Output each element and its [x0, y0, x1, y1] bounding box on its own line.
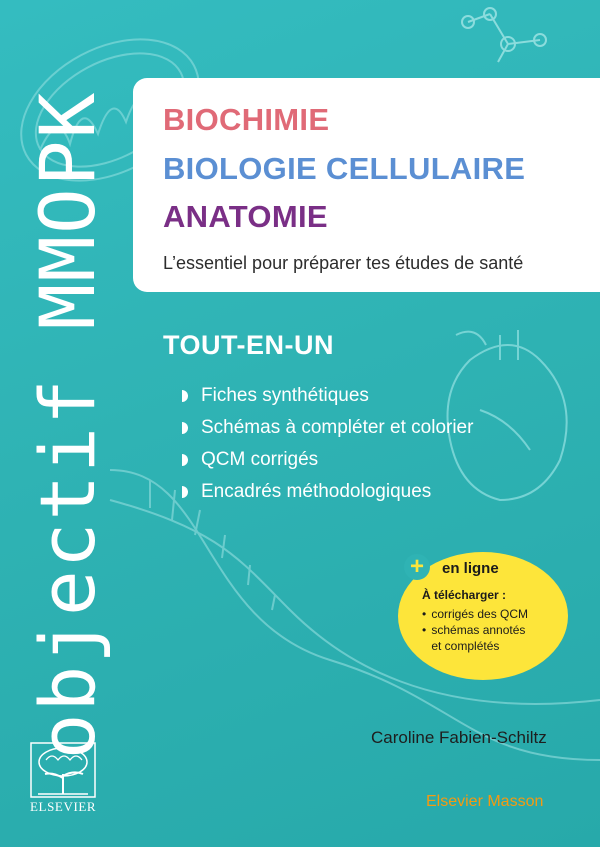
half-circle-bullet-icon [180, 453, 191, 467]
download-item [422, 638, 528, 654]
feature-list [180, 380, 473, 508]
feature-label: Encadrés méthodologiques [201, 481, 432, 502]
download-title: À télécharger : [422, 588, 507, 602]
title-biochimie: BIOCHIMIE [163, 102, 330, 137]
feature-label: Fiches synthétiques [201, 385, 369, 406]
title-biologie-cellulaire: BIOLOGIE CELLULAIRE [163, 151, 526, 186]
feature-item [180, 412, 473, 444]
half-circle-bullet-icon [180, 485, 191, 499]
title-panel [133, 78, 600, 292]
feature-item [180, 380, 473, 412]
feature-item [180, 476, 473, 508]
download-item: • schémas annotés [422, 623, 526, 637]
author-name: Caroline Fabien-Schiltz [371, 728, 547, 747]
plus-icon: + [404, 554, 430, 580]
download-item-label: schémas annotés [431, 623, 526, 637]
subtitle: L’essentiel pour préparer tes études de santé [163, 253, 524, 273]
online-badge [398, 552, 568, 680]
online-label: en ligne [442, 560, 499, 577]
download-item-label: et complétés [431, 639, 500, 653]
series-title: objectif MMOPK [22, 90, 112, 760]
title-anatomie: ANATOMIE [163, 199, 328, 234]
publisher-name: Elsevier Masson [426, 793, 544, 810]
download-item: • corrigés des QCM [422, 607, 529, 621]
half-circle-bullet-icon [180, 389, 191, 403]
download-item-label: corrigés des QCM [431, 607, 529, 621]
feature-label: Schémas à compléter et colorier [201, 417, 474, 438]
feature-item [180, 444, 473, 476]
download-list [422, 606, 528, 654]
logo-text: ELSEVIER [30, 799, 97, 814]
elsevier-tree-logo [30, 742, 96, 798]
molecule-icon [462, 8, 546, 62]
headline: TOUT-EN-UN [163, 330, 334, 360]
half-circle-bullet-icon [180, 421, 191, 435]
feature-label: QCM corrigés [201, 449, 319, 470]
